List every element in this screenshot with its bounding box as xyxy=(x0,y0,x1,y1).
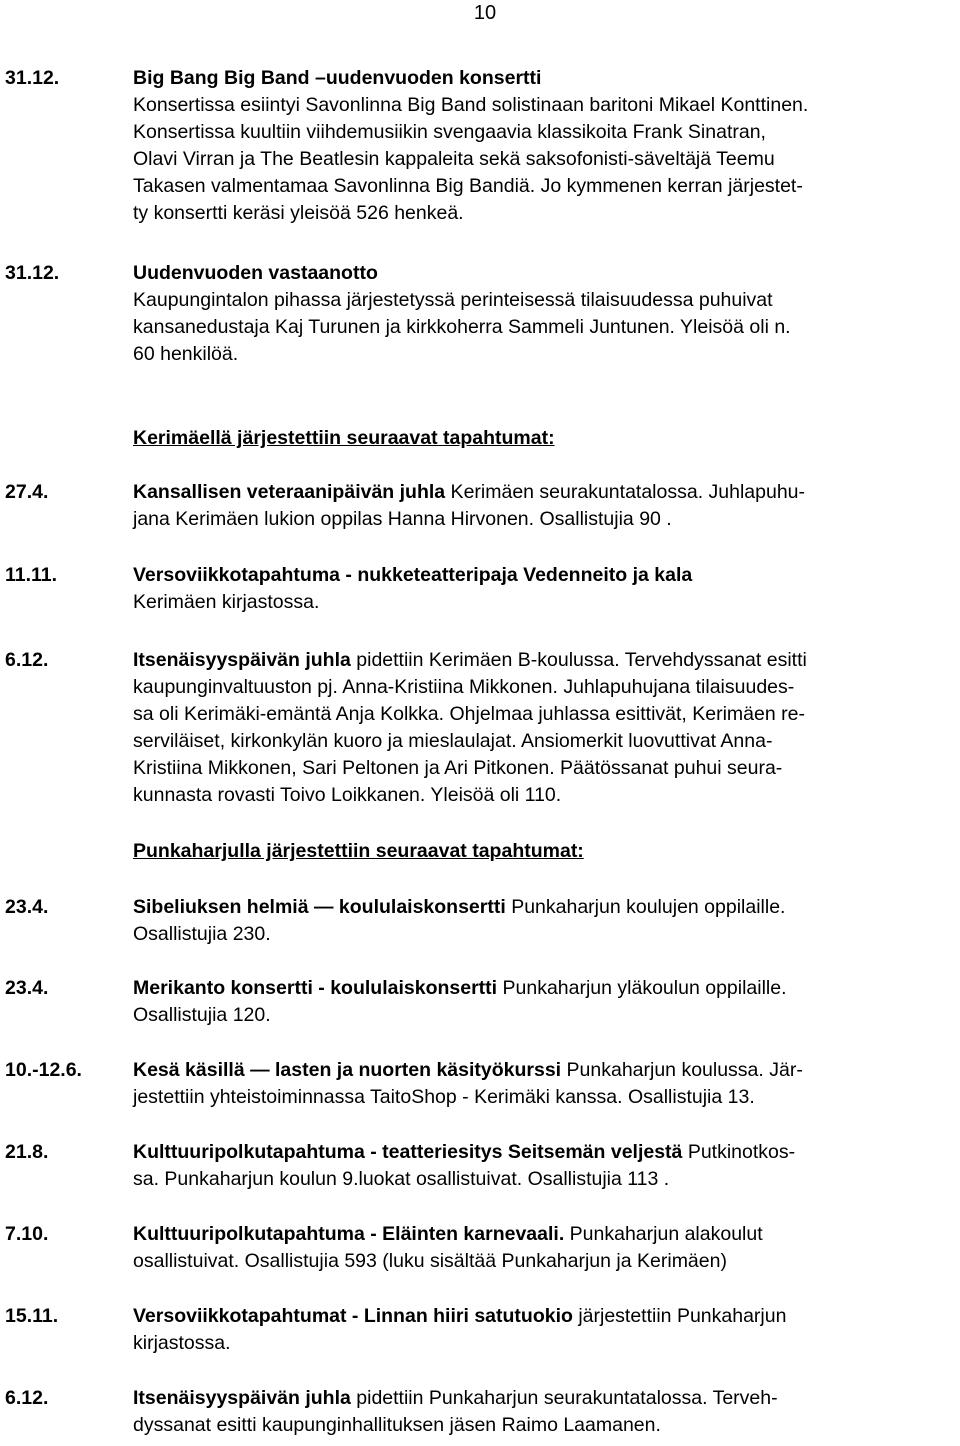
event-entry xyxy=(5,894,955,948)
text-line xyxy=(133,782,955,809)
event-date: 11.11. xyxy=(5,564,58,586)
text-line xyxy=(133,921,955,948)
text-line xyxy=(133,562,955,589)
event-description xyxy=(133,1385,955,1439)
text-line xyxy=(133,314,955,341)
text-line xyxy=(133,1412,955,1439)
event-text: 60 henkilöä. xyxy=(133,343,239,365)
event-text: kunnasta rovasti Toivo Loikkanen. Yleisöä oli 110. xyxy=(133,784,562,806)
event-entry xyxy=(5,1139,955,1193)
event-date: 31.12. xyxy=(5,262,60,284)
event-text: jestettiin yhteistoiminnassa TaitoShop - Kerimäki kanssa. Osallistujia 13. xyxy=(133,1086,755,1108)
text-line xyxy=(133,479,955,506)
event-text: Kaupungintalon pihassa järjestetyssä perinteisessä tilaisuudessa puhuivat xyxy=(133,289,773,311)
event-text: dyssanat esitti kaupunginhallituksen jäsen Raimo Laamanen. xyxy=(133,1414,661,1436)
event-text: kaupunginvaltuuston pj. Anna-Kristiina Mikkonen. Juhlapuhujana tilaisuudes- xyxy=(133,676,795,698)
event-description xyxy=(133,479,955,533)
text-line xyxy=(133,287,955,314)
event-title: Versoviikkotapahtumat - Linnan hiiri satutuokio xyxy=(133,1305,573,1327)
event-text: Kerimäen kirjastossa. xyxy=(133,591,320,613)
text-line xyxy=(133,1139,955,1166)
event-date: 23.4. xyxy=(5,896,49,918)
event-text: Punkaharjun koulussa. Jär- xyxy=(561,1059,803,1081)
event-text: Takasen valmentamaa Savonlinna Big Bandiä. Jo kymmenen kerran järjestet- xyxy=(133,175,803,197)
event-description xyxy=(133,1057,955,1111)
event-title: Versoviikkotapahtuma - nukketeatteripaja Vedenneito ja kala xyxy=(133,564,693,586)
event-title: Sibeliuksen helmiä — koululaiskonsertti xyxy=(133,896,506,918)
event-text: sa oli Kerimäki-emäntä Anja Kolkka. Ohjelmaa juhlassa esittivät, Kerimäen re- xyxy=(133,703,805,725)
event-description xyxy=(133,647,955,809)
event-entry xyxy=(5,65,955,227)
text-line xyxy=(133,200,955,227)
event-entry xyxy=(5,1303,955,1357)
event-text: pidettiin Kerimäen B-koulussa. Tervehdyssanat esitti xyxy=(350,649,807,671)
event-description xyxy=(133,260,955,368)
event-text: Konsertissa esiintyi Savonlinna Big Band solistinaan baritoni Mikael Konttinen. xyxy=(133,94,809,116)
event-text: järjestettiin Punkaharjun xyxy=(572,1305,787,1327)
event-description xyxy=(133,65,955,227)
event-text: serviläiset, kirkonkylän kuoro ja mieslaulajat. Ansiomerkit luovuttivat Anna- xyxy=(133,730,773,752)
event-title: Kesä käsillä — lasten ja nuorten käsityökurssi xyxy=(133,1059,562,1081)
event-title: Kansallisen veteraanipäivän juhla xyxy=(133,481,446,503)
text-line xyxy=(133,1166,955,1193)
event-title: Itsenäisyyspäivän juhla xyxy=(133,649,351,671)
text-line xyxy=(133,341,955,368)
event-title: Kulttuuripolkutapahtuma - Eläinten karnevaali. xyxy=(133,1223,565,1245)
event-entry xyxy=(5,975,955,1029)
event-text: Punkaharjun yläkoulun oppilaille. xyxy=(497,977,787,999)
event-date: 6.12. xyxy=(5,649,49,671)
event-description xyxy=(133,1221,955,1275)
text-line xyxy=(133,260,955,287)
event-description xyxy=(133,894,955,948)
event-text: sa. Punkaharjun koulun 9.luokat osallistuivat. Osallistujia 113 . xyxy=(133,1168,670,1190)
event-text: Putkinotkos- xyxy=(682,1141,796,1163)
text-line xyxy=(133,92,955,119)
event-description xyxy=(133,975,955,1029)
event-entry xyxy=(5,562,955,616)
event-entry xyxy=(5,260,955,368)
event-text: Kristiina Mikkonen, Sari Peltonen ja Ari Pitkonen. Päätössanat puhui seura- xyxy=(133,757,783,779)
event-text: kansanedustaja Kaj Turunen ja kirkkoherra Sammeli Juntunen. Yleisöä oli n. xyxy=(133,316,791,338)
event-title: Merikanto konsertti - koululaiskonsertti xyxy=(133,977,498,999)
text-line xyxy=(133,647,955,674)
text-line xyxy=(133,1221,955,1248)
text-line xyxy=(133,1303,955,1330)
text-line xyxy=(133,506,955,533)
event-text: Kerimäen seurakuntatalossa. Juhlapuhu- xyxy=(445,481,806,503)
event-date: 15.11. xyxy=(5,1305,59,1327)
event-date: 6.12. xyxy=(5,1387,49,1409)
section-heading: Punkaharjulla järjestettiin seuraavat tapahtumat: xyxy=(133,840,584,862)
text-line xyxy=(133,1084,955,1111)
event-description xyxy=(133,1303,955,1357)
event-text: ty konsertti keräsi yleisöä 526 henkeä. xyxy=(133,202,464,224)
event-entry xyxy=(5,647,955,809)
text-line xyxy=(133,1002,955,1029)
event-title: Itsenäisyyspäivän juhla xyxy=(133,1387,351,1409)
text-line xyxy=(133,589,955,616)
text-line xyxy=(133,674,955,701)
text-line xyxy=(133,701,955,728)
event-date: 31.12. xyxy=(5,67,60,89)
text-line xyxy=(133,894,955,921)
page-number: 10 xyxy=(473,2,497,24)
event-text: osallistuivat. Osallistujia 593 (luku sisältää Punkaharjun ja Kerimäen) xyxy=(133,1250,727,1272)
event-description xyxy=(133,562,955,616)
event-date: 23.4. xyxy=(5,977,49,999)
event-text: Konsertissa kuultiin viihdemusiikin svengaavia klassikoita Frank Sinatran, xyxy=(133,121,766,143)
text-line xyxy=(133,755,955,782)
event-description xyxy=(133,1139,955,1193)
event-text: Punkaharjun koulujen oppilaille. xyxy=(505,896,786,918)
event-entry xyxy=(5,1385,955,1439)
event-title: Kulttuuripolkutapahtuma - teatteriesitys Seitsemän veljestä xyxy=(133,1141,683,1163)
section-heading: Kerimäellä järjestettiin seuraavat tapahtumat: xyxy=(133,427,555,449)
event-date: 27.4. xyxy=(5,481,49,503)
text-line xyxy=(133,1057,955,1084)
event-date: 10.-12.6. xyxy=(5,1059,82,1081)
event-text: kirjastossa. xyxy=(133,1332,231,1354)
event-title: Big Bang Big Band –uudenvuoden konsertti xyxy=(133,67,542,89)
text-line xyxy=(133,146,955,173)
event-text: Punkaharjun alakoulut xyxy=(564,1223,763,1245)
event-date: 7.10. xyxy=(5,1223,49,1245)
text-line xyxy=(133,975,955,1002)
event-entry xyxy=(5,1057,955,1111)
event-entry xyxy=(5,479,955,533)
text-line xyxy=(133,728,955,755)
text-line xyxy=(133,173,955,200)
text-line xyxy=(133,65,955,92)
event-text: jana Kerimäen lukion oppilas Hanna Hirvonen. Osallistujia 90 . xyxy=(133,508,672,530)
event-text: pidettiin Punkaharjun seurakuntatalossa. Terveh- xyxy=(350,1387,778,1409)
text-line xyxy=(133,119,955,146)
event-text: Olavi Virran ja The Beatlesin kappaleita sekä saksofonisti-säveltäjä Teemu xyxy=(133,148,775,170)
event-text: Osallistujia 120. xyxy=(133,1004,271,1026)
event-date: 21.8. xyxy=(5,1141,49,1163)
text-line xyxy=(133,1330,955,1357)
event-text: Osallistujia 230. xyxy=(133,923,271,945)
event-entry xyxy=(5,1221,955,1275)
text-line xyxy=(133,1385,955,1412)
text-line xyxy=(133,1248,955,1275)
event-title: Uudenvuoden vastaanotto xyxy=(133,262,378,284)
